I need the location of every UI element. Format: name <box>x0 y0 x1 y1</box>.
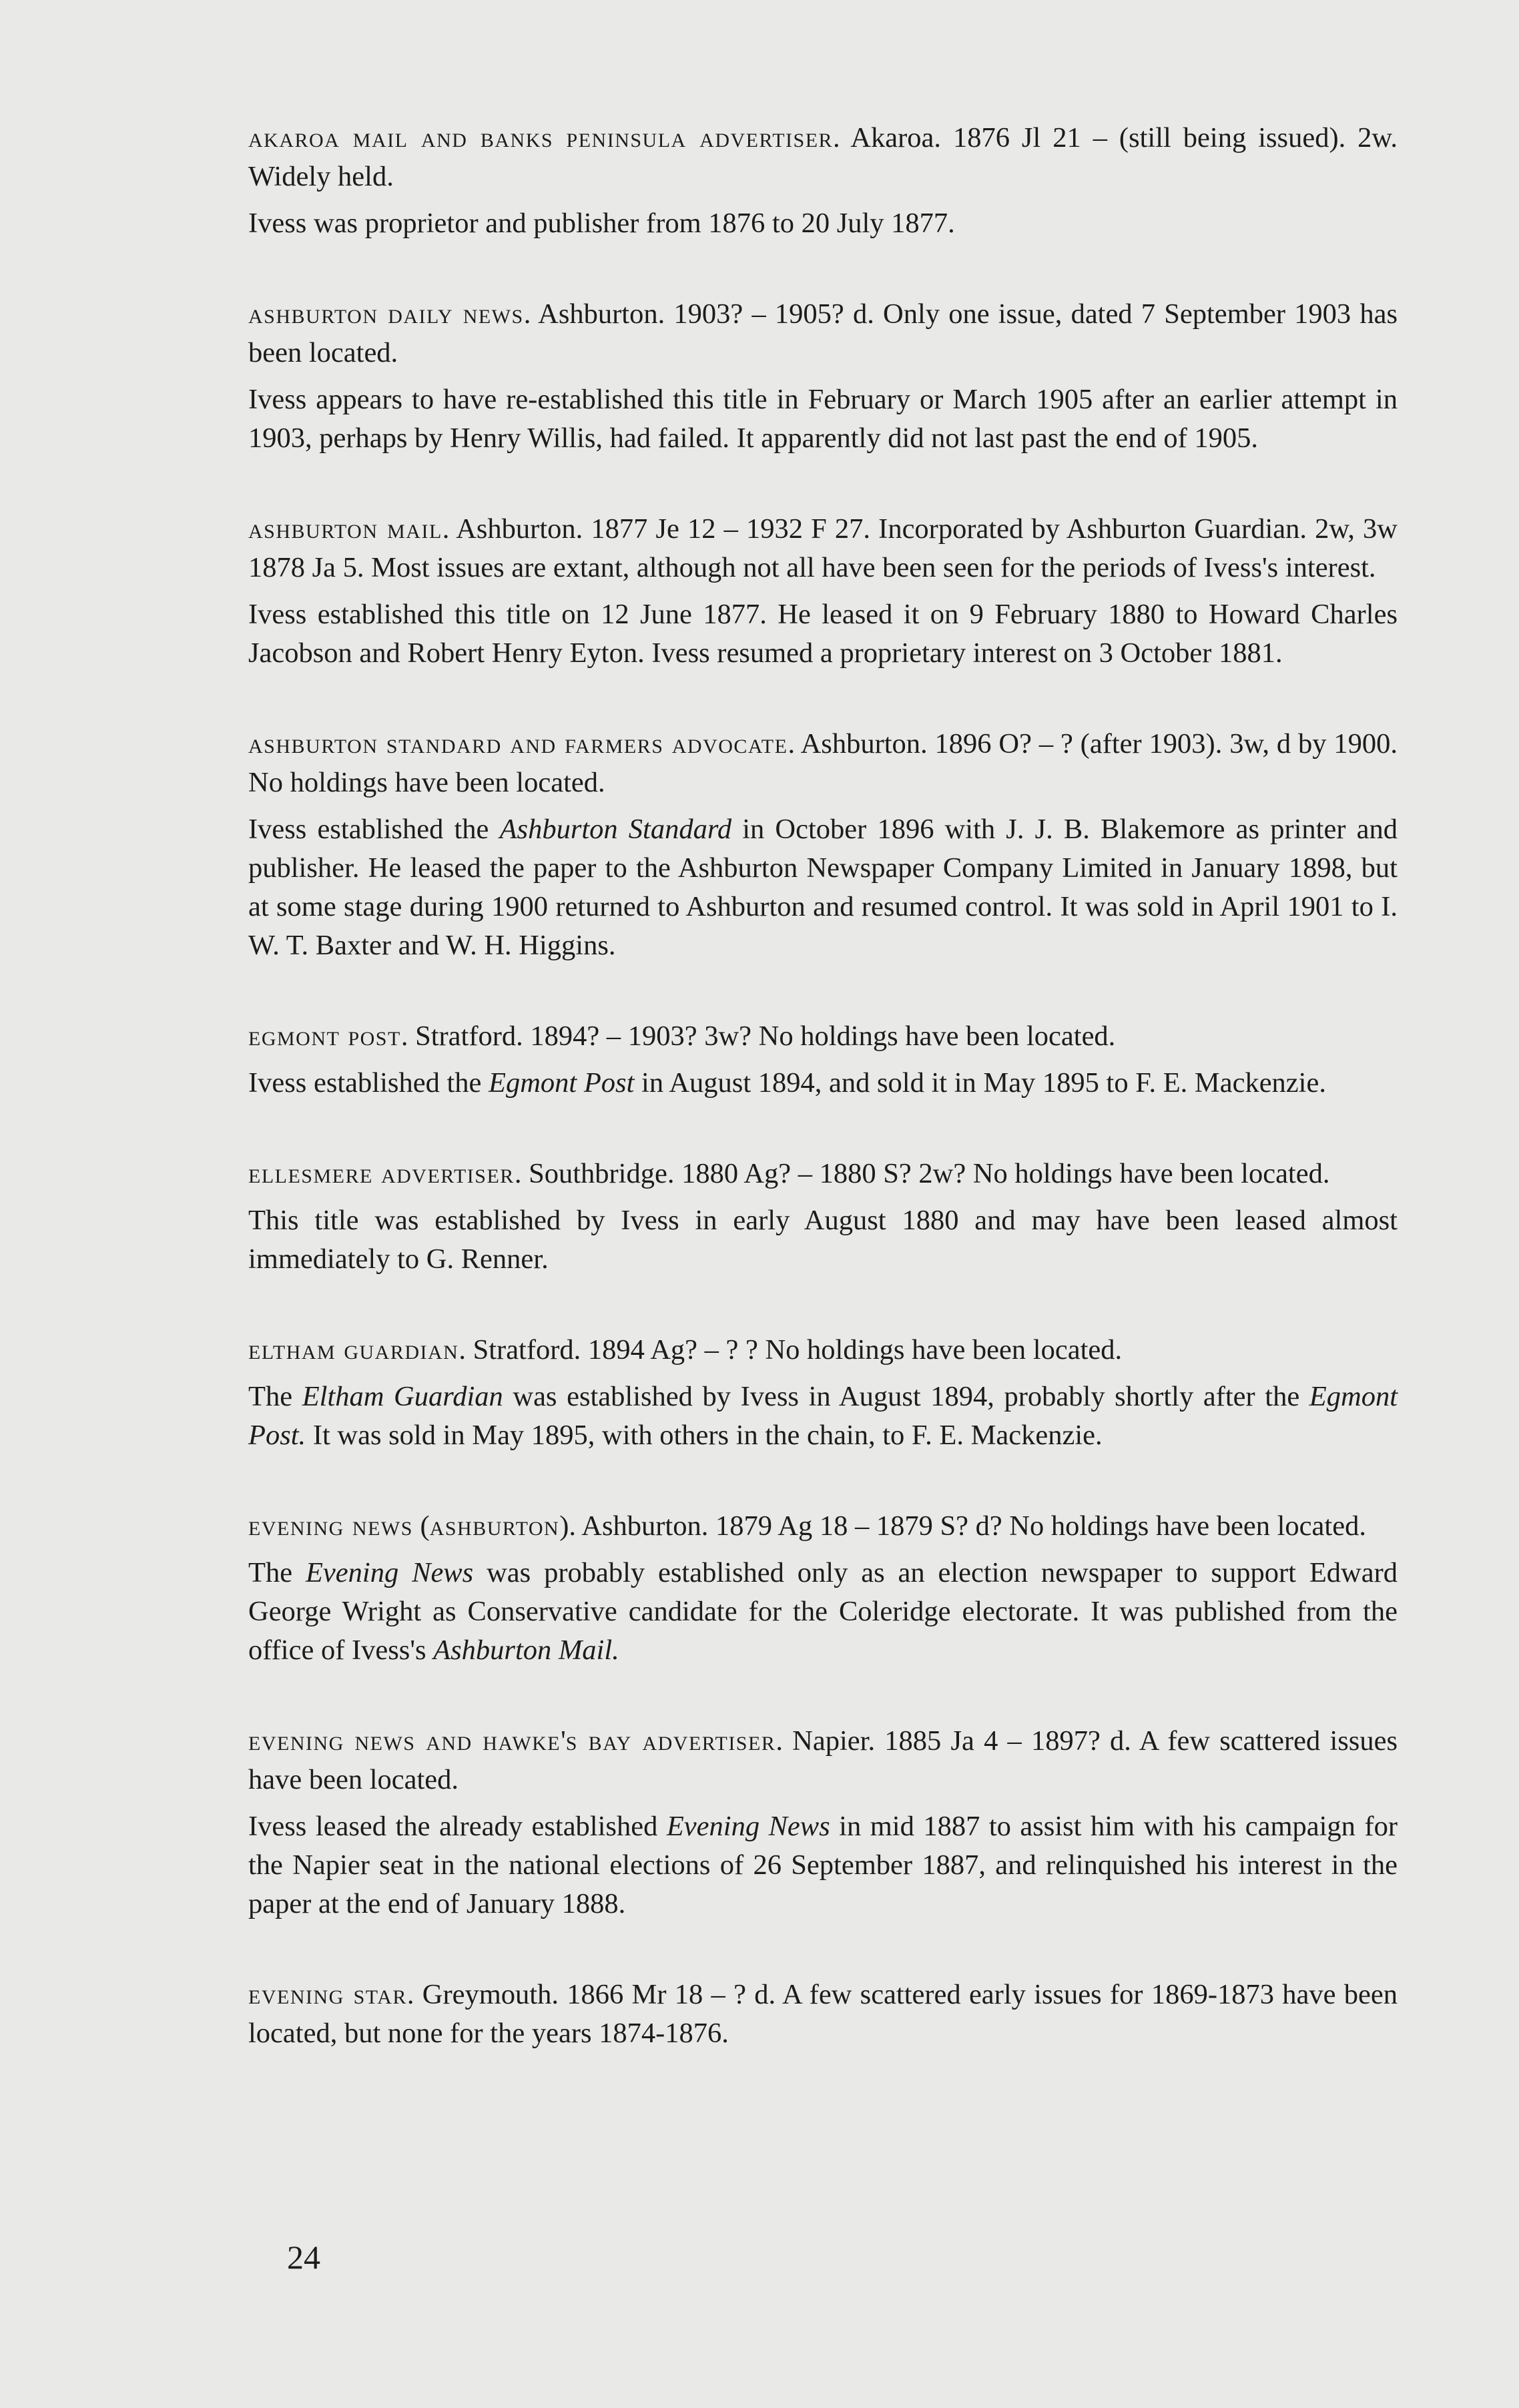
entry-eltham-guardian <box>248 1331 1398 1455</box>
entry-title: egmont post <box>248 1020 401 1052</box>
entry-evening-news-ashburton <box>248 1507 1398 1670</box>
entry-details: . Greymouth. 1866 Mr 18 – ? d. A few scattered early issues for 1869-1873 have been located, but none for the years 1874-1876. <box>248 1979 1398 2049</box>
entry-evening-news-hawkes-bay <box>248 1722 1398 1923</box>
entry-title: ashburton daily news <box>248 298 524 330</box>
entry-title: ashburton standard and farmers advocate <box>248 728 788 760</box>
entry-title-place: ashburton <box>429 1510 560 1542</box>
entry-ashburton-mail <box>248 510 1398 673</box>
entry-title: eltham guardian <box>248 1334 459 1366</box>
entry-title: ellesmere advertiser <box>248 1158 515 1189</box>
entry-heading <box>248 725 1398 802</box>
entry-heading <box>248 1331 1398 1370</box>
entry-title: evening news <box>248 1510 413 1542</box>
description-text: Ivess established the <box>248 814 500 845</box>
newspaper-title-italic: Ashburton Mail. <box>433 1634 619 1666</box>
entry-akaroa-mail <box>248 119 1398 243</box>
newspaper-title-italic: Ashburton Standard <box>499 814 732 845</box>
entry-title: s bay advertiser <box>565 1725 776 1757</box>
entry-heading <box>248 1155 1398 1193</box>
entry-title: akaroa mail and banks peninsula advertiser <box>248 122 834 154</box>
entry-heading <box>248 295 1398 372</box>
entry-description <box>248 810 1398 965</box>
entry-egmont-post <box>248 1017 1398 1103</box>
description-text: Ivess established the <box>248 1067 489 1099</box>
entry-description <box>248 1064 1398 1103</box>
newspaper-title-italic: Egmont Post. <box>248 1381 1398 1451</box>
description-text: in mid 1887 to assist him with his campaign for the Napier seat in the national elections of 26 September 1887, and relinquished his interest in the paper at the end of January 1888. <box>248 1811 1398 1919</box>
newspaper-title-italic: Eltham Guardian <box>302 1381 503 1412</box>
entry-heading <box>248 1976 1398 2053</box>
description-text: The <box>248 1557 306 1588</box>
entry-title-punct: ( <box>412 1510 430 1542</box>
entry-heading <box>248 1507 1398 1546</box>
entry-description: Ivess appears to have re-established this title in February or March 1905 after an earlier attempt in 1903, perhaps by Henry Willis, had failed. It apparently did not last past the end of 1905. <box>248 384 1398 454</box>
entry-details: . Napier. 1885 Ja 4 – 1897? d. A few scattered issues have been located. <box>248 1725 1398 1795</box>
entry-details: . Southbridge. 1880 Ag? – 1880 S? 2w? No holdings have been located. <box>514 1158 1330 1189</box>
description-text: It was sold in May 1895, with others in the chain, to F. E. Mackenzie. <box>306 1420 1103 1451</box>
description-text: The <box>248 1381 302 1412</box>
description-text: was established by Ivess in August 1894, probably shortly after the <box>503 1381 1309 1412</box>
catalogue-page <box>248 119 1398 2105</box>
description-text: was probably established only as an election newspaper to support Edward George Wright as Conservative candidate for the Coleridge electorate. It was published from the office of Ivess's <box>248 1557 1398 1666</box>
entry-description <box>248 1554 1398 1670</box>
page-number: 24 <box>287 2238 320 2276</box>
entry-description <box>248 1807 1398 1923</box>
entry-title-punct: ) <box>559 1510 569 1542</box>
entry-title: ashburton mail <box>248 513 442 545</box>
entry-details: . Stratford. 1894? – 1903? 3w? No holdings have been located. <box>400 1020 1116 1052</box>
entry-heading <box>248 1722 1398 1799</box>
entry-details: . Ashburton. 1896 O? – ? (after 1903). 3w, d by 1900. No holdings have been located. <box>248 728 1398 798</box>
description-text: in August 1894, and sold it in May 1895 to F. E. Mackenzie. <box>634 1067 1326 1099</box>
description-text: Ivess leased the already established <box>248 1811 667 1842</box>
entry-evening-star <box>248 1976 1398 2053</box>
entry-ashburton-daily-news <box>248 295 1398 458</box>
entry-details: . Ashburton. 1877 Je 12 – 1932 F 27. Incorporated by Ashburton Guardian. 2w, 3w 1878 Ja 5. Most issues are extant, although not all have been seen for the periods of Ivess's interest. <box>248 513 1398 583</box>
entry-ellesmere-advertiser <box>248 1155 1398 1279</box>
entry-description: This title was established by Ivess in early August 1880 and may have been leased almost immediately to G. Renner. <box>248 1205 1398 1275</box>
entry-description: Ivess was proprietor and publisher from 1876 to 20 July 1877. <box>248 208 955 239</box>
description-text: in October 1896 with J. J. B. Blakemore as printer and publisher. He leased the paper to the Ashburton Newspaper Company Limited in January 1898, but at some stage during 1900 returned to Ashburton and resumed control. It was sold in April 1901 to I. W. T. Baxter and W. H. Higgins. <box>248 814 1398 961</box>
entry-title: evening news and hawke <box>248 1725 561 1757</box>
entry-heading <box>248 119 1398 196</box>
entry-heading <box>248 510 1398 587</box>
entry-title: evening star <box>248 1979 407 2010</box>
entry-details: . Ashburton. 1879 Ag 18 – 1879 S? d? No holdings have been located. <box>569 1510 1366 1542</box>
entry-title-punct: ' <box>561 1725 566 1757</box>
entry-details: . Akaroa. 1876 Jl 21 – (still being issued). 2w. Widely held. <box>248 122 1398 192</box>
entry-details: . Ashburton. 1903? – 1905? d. Only one issue, dated 7 September 1903 has been located. <box>248 298 1398 368</box>
entry-description <box>248 1378 1398 1455</box>
entry-details: . Stratford. 1894 Ag? – ? ? No holdings have been located. <box>459 1334 1123 1366</box>
newspaper-title-italic: Evening News <box>666 1811 830 1842</box>
entry-heading <box>248 1017 1398 1056</box>
entry-ashburton-standard <box>248 725 1398 965</box>
entry-description: Ivess established this title on 12 June 1877. He leased it on 9 February 1880 to Howard Charles Jacobson and Robert Henry Eyton. Ivess resumed a proprietary interest on 3 October 1881. <box>248 599 1398 669</box>
newspaper-title-italic: Evening News <box>305 1557 474 1588</box>
newspaper-title-italic: Egmont Post <box>488 1067 635 1099</box>
